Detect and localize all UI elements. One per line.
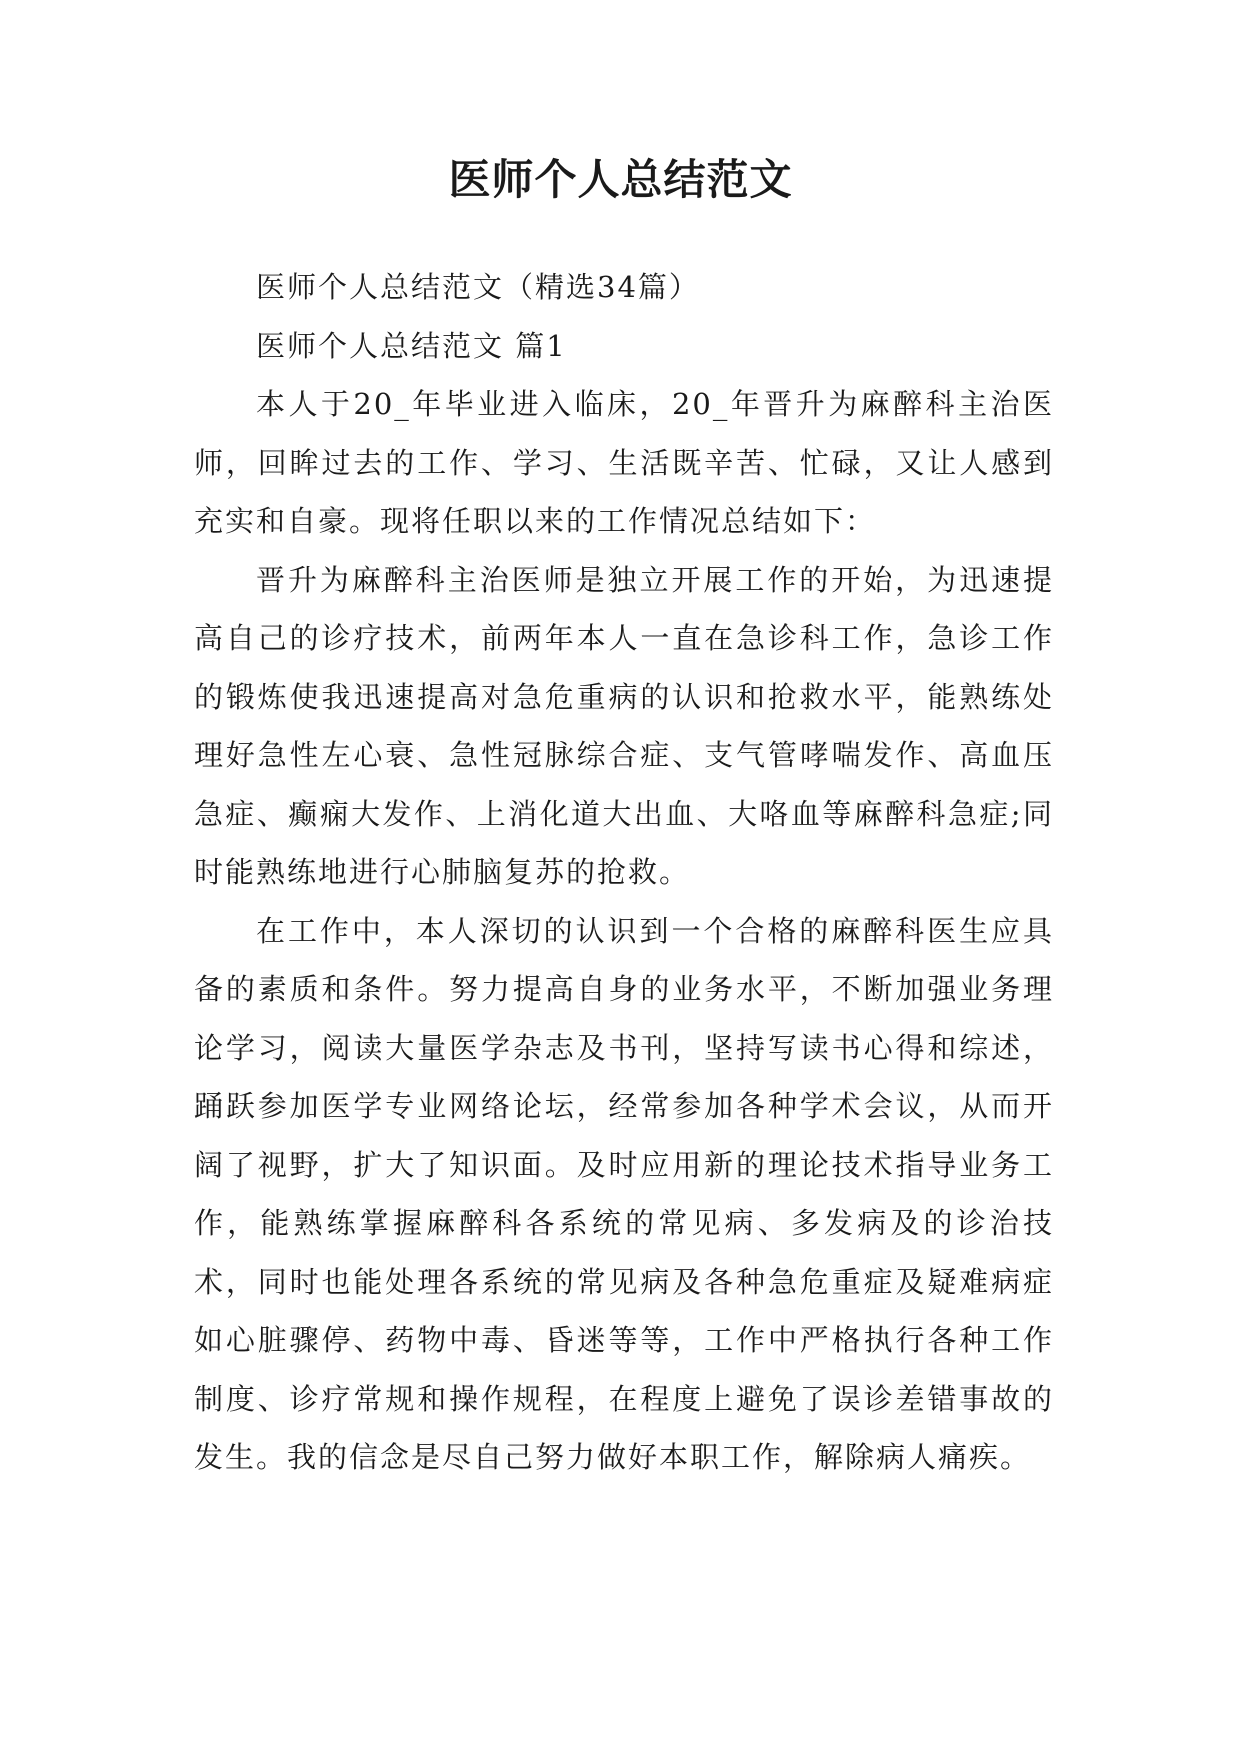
body-paragraph: 本人于20_年毕业进入临床，20_年晋升为麻醉科主治医师，回眸过去的工作、学习、生活既辛苦、忙碌，又让人感到充实和自豪。现将任职以来的工作情况总结如下：: [194, 387, 1054, 538]
document-title: 医师个人总结范文: [448, 155, 793, 204]
section-heading: 医师个人总结范文 篇1: [256, 328, 567, 363]
body-paragraph: 在工作中，本人深切的认识到一个合格的麻醉科医生应具备的素质和条件。努力提高自身的业务水平，不断加强业务理论学习，阅读大量医学杂志及书刊，坚持写读书心得和综述，踊跃参加医学专业网络论坛，经常参加各种学术会议，从而开阔了视野，扩大了知识面。及时应用新的理论技术指导业务工作，能熟练掌握麻醉科各系统的常见病、多发病及的诊治技术，同时也能处理各系统的常见病及各种急危重症及疑难病症如心脏骤停、药物中毒、昏迷等等，工作中严格执行各种工作制度、诊疗常规和操作规程，在程度上避免了误诊差错事故的发生。我的信念是尽自己努力做好本职工作，解除病人痛疾。: [194, 913, 1054, 1474]
body-paragraph: 晋升为麻醉科主治医师是独立开展工作的开始，为迅速提高自己的诊疗技术，前两年本人一直在急诊科工作，急诊工作的锻炼使我迅速提高对急危重病的认识和抢救水平，能熟练处理好急性左心衰、急性冠脉综合症、支气管哮喘发作、高血压急症、癫痫大发作、上消化道大出血、大咯血等麻醉科急症;同时能熟练地进行心肺脑复苏的抢救。: [194, 562, 1054, 889]
document-body: [194, 258, 1054, 1487]
document-subtitle: 医师个人总结范文（精选34篇）: [256, 270, 700, 304]
